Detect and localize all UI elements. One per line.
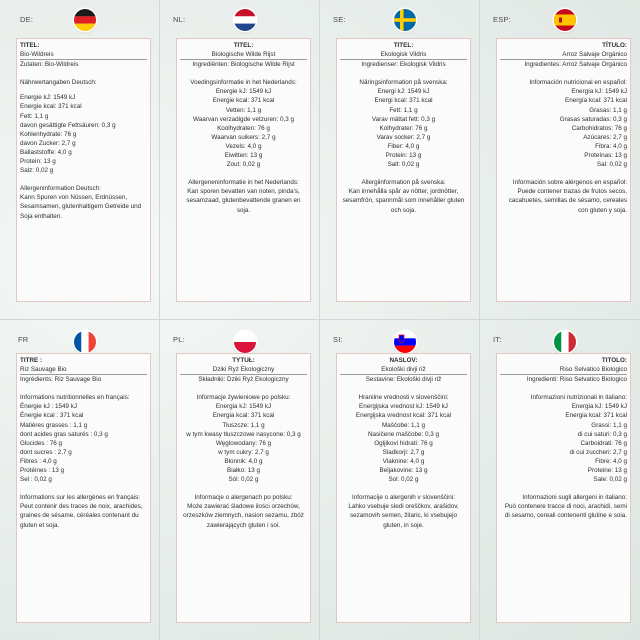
label-card — [336, 353, 471, 623]
label-card — [336, 38, 471, 302]
nutrition-line: davon Zucker: 2,7 g — [20, 139, 76, 147]
nutrition-line: Grassi: 1,1 g — [591, 421, 627, 429]
label-panel-it — [480, 320, 640, 640]
nutrition-line: Energia kJ: 1549 kJ — [571, 403, 627, 411]
ingredients: Ingredienti: Riso Selvatico Biologico — [526, 376, 627, 384]
nutrition-line: Vezels: 4,0 g — [225, 142, 262, 150]
nutrition-heading: Näringsinformation på svenska: — [359, 79, 448, 87]
language-code: DE: — [20, 15, 34, 24]
nutrition-heading: Nährwertangaben Deutsch: — [20, 79, 97, 87]
allergen-text: Kan innehålla spår av nötter, jordnötter, sesamfrön, spannmål som innehåller gluten och soja. — [342, 188, 465, 214]
nutrition-heading: Voedingsinformatie in het Nederlands: — [190, 79, 297, 87]
nutrition-line: Energie kcal: 371 kcal — [212, 97, 275, 105]
nutrition-heading: Información nutricional en español: — [529, 79, 627, 87]
allergen-text: Puede contener trazas de frutos secos, cacahuetes, semillas de sésamo, cereales con gluten y soja. — [508, 188, 627, 214]
nutrition-line: Energi kcal: 371 kcal — [374, 97, 433, 105]
nutrition-line: Ballaststoffe: 4,0 g — [20, 148, 72, 156]
allergen-heading: Allergeneninformatie in het Nederlands: — [188, 179, 299, 187]
nutrition-line: Fett: 1,1 g — [389, 106, 418, 114]
ingredients: Ingredientes: Arroz Salvaje Orgánico — [524, 61, 627, 69]
nutrition-line: Tłuszcze: 1,1 g — [222, 421, 265, 429]
allergen-text: Kann Spuren von Nüssen, Erdnüssen, Sesamsamen, glutenhaltigem Getreide und Soja enthalten. — [20, 194, 142, 220]
nutrition-line: Salz: 0,02 g — [20, 167, 54, 175]
nutrition-line: Fiber: 4,0 g — [387, 142, 420, 150]
allergen-text: Lahko vsebuje sledi oreščkov, arašidov, sezamovih semen, žitaric, ki vsebujejo gluten, in soje. — [348, 503, 459, 529]
nutrition-line: dont sucres : 2,7 g — [20, 448, 72, 456]
language-code: IT: — [493, 335, 502, 344]
label-panel-nl — [160, 0, 320, 320]
poland-flag-icon — [234, 331, 256, 353]
nutrition-line: Fett: 1,1 g — [20, 112, 49, 120]
panel-header — [160, 0, 320, 38]
product-title: Dziki Ryż Ekologiczny — [180, 365, 307, 375]
netherlands-flag-icon — [234, 9, 256, 31]
nutrition-line: Salt: 0,02 g — [387, 161, 420, 169]
allergen-heading: Informazioni sugli allergeni in italiano: — [522, 494, 627, 502]
nutrition-line: Matières grasses : 1,1 g — [20, 421, 88, 429]
nutrition-line: dont acides gras saturés : 0,3 g — [20, 430, 108, 438]
nutrition-line: Fibres : 4,0 g — [20, 457, 57, 465]
language-code: SE: — [333, 15, 346, 24]
ingredients: Sestavine: Ekološki divji riž — [365, 376, 442, 384]
label-card — [16, 353, 151, 623]
nutrition-line: Sól: 0,02 g — [228, 476, 259, 484]
label-panel-si — [320, 320, 480, 640]
nutrition-line: Varav mättat fett: 0,3 g — [371, 115, 436, 123]
nutrition-line: Grasas saturadas: 0,3 g — [559, 115, 627, 123]
allergen-text: Może zawierać śladowe ilości orzechów, orzeszków ziemnych, nasion sezamu, zbóż zawierających gluten i soi. — [183, 503, 304, 529]
nutrition-line: Koolhydraten: 76 g — [217, 124, 270, 132]
nutrition-line: Kolhydrater: 76 g — [379, 124, 428, 132]
nutrition-line: Glucides : 76 g — [20, 439, 63, 447]
nutrition-line: Energi kJ: 1549 kJ — [377, 88, 430, 96]
nutrition-line: Sel : 0,02 g — [20, 476, 52, 484]
title-label: TITEL: — [233, 42, 254, 49]
label-panel-se — [320, 0, 480, 320]
nutrition-line: Zout: 0,02 g — [226, 161, 261, 169]
italy-flag-icon — [554, 331, 576, 353]
ingredients: Ingrediënten: Biologische Wilde Rijst — [192, 61, 295, 69]
nutrition-line: Energie kcal: 371 kcal — [20, 103, 82, 111]
france-flag-icon — [74, 331, 96, 353]
nutrition-line: Energia kJ: 1549 kJ — [215, 403, 272, 411]
language-code: FR — [18, 335, 29, 344]
nutrition-line: Fibre: 4,0 g — [595, 457, 627, 465]
nutrition-line: Energia kcal: 371 kcal — [212, 412, 275, 420]
nutrition-line: Varav socker: 2,7 g — [376, 133, 431, 141]
ingredients: Ingredienser: Ekologisk Vildris — [361, 61, 446, 69]
nutrition-line: Beljakovine: 13 g — [379, 467, 428, 475]
spain-flag-icon — [554, 9, 576, 31]
nutrition-line: Fibra: 4,0 g — [595, 142, 627, 150]
nutrition-line: Energie kJ: 1549 kJ — [20, 94, 76, 102]
product-title: Riz Sauvage Bio — [20, 365, 147, 375]
nutrition-line: Protein: 13 g — [20, 158, 56, 166]
title-label: TITEL: — [393, 42, 414, 49]
nutrition-line: di cui saturi: 0,3 g — [577, 430, 627, 438]
allergen-heading: Allergeninformation Deutsch: — [20, 185, 101, 193]
ingredients: Ingrédients: Riz Sauvage Bio — [20, 376, 102, 384]
nutrition-line: Energijska vrednost kcal: 371 kcal — [355, 412, 452, 420]
nutrition-line: Sladkorji: 2,7 g — [382, 448, 425, 456]
nutrition-line: Vlaknine: 4,0 g — [382, 457, 425, 465]
language-code: PL: — [173, 335, 185, 344]
nutrition-heading: Informations nutritionnelles en français: — [20, 394, 130, 402]
title-label: NASLOV: — [389, 357, 418, 364]
nutrition-heading: Informacje żywieniowe po polsku: — [196, 394, 291, 402]
product-title: Riso Selvatico Biologico — [500, 365, 627, 375]
product-title: Biologische Wilde Rijst — [180, 50, 307, 60]
nutrition-line: Energia kcal: 371 kcal — [565, 412, 627, 420]
title-label: TITOLO: — [601, 357, 627, 364]
nutrition-line: Sol: 0,02 g — [388, 476, 419, 484]
nutrition-line: Energía kJ: 1549 kJ — [571, 88, 627, 96]
allergen-heading: Informacje o alergenach po polsku: — [194, 494, 293, 502]
nutrition-line: Białko: 13 g — [227, 467, 260, 475]
nutrition-line: Protein: 13 g — [385, 152, 422, 160]
label-panel-pl — [160, 320, 320, 640]
allergen-heading: Informations sur les allergènes en français: — [20, 494, 141, 502]
nutrition-line: Energía kcal: 371 kcal — [565, 97, 627, 105]
ingredients: Zutaten: Bio-Wildreis — [20, 61, 79, 69]
nutrition-line: Węglowodany: 76 g — [215, 439, 272, 447]
nutrition-line: Proteínas: 13 g — [584, 152, 627, 160]
product-title: Arroz Salvaje Orgánico — [500, 50, 627, 60]
nutrition-line: Azúcares: 2,7 g — [583, 133, 627, 141]
label-card — [176, 353, 311, 623]
nutrition-line: Waarvan suikers: 2,7 g — [211, 133, 276, 141]
nutrition-line: Kohlenhydrate: 76 g — [20, 130, 77, 138]
nutrition-line: w tym kwasy tłuszczowe nasycone: 0,3 g — [186, 430, 301, 438]
germany-flag-icon — [74, 9, 96, 31]
panel-header — [480, 0, 640, 38]
label-card — [496, 353, 631, 623]
nutrition-heading: Informazioni nutrizionali in italiano: — [530, 394, 627, 402]
title-label: TITEL: — [20, 42, 40, 49]
allergen-text: Kan sporen bevatten van noten, pinda's, sesamzaad, glutenbevattende granen en soja. — [186, 188, 301, 214]
ingredients: Składniki: Dziki Ryż Ekologiczny — [198, 376, 289, 384]
title-label: TYTUŁ: — [232, 357, 255, 364]
label-card — [496, 38, 631, 302]
nutrition-line: Grasas: 1,1 g — [589, 106, 627, 114]
nutrition-line: Énergie kJ : 1549 kJ — [20, 403, 78, 411]
label-panel-de — [0, 0, 160, 320]
label-panel-esp — [480, 0, 640, 320]
allergen-text: Peut contenir des traces de noix, arachides, graines de sésame, céréales contenant du gluten et soja. — [20, 503, 143, 529]
nutrition-line: Proteine: 13 g — [587, 467, 627, 475]
language-code: ESP: — [493, 15, 511, 24]
label-card — [176, 38, 311, 302]
nutrition-line: Sal: 0,02 g — [596, 161, 627, 169]
nutrition-line: di cui zuccheri: 2,7 g — [569, 448, 627, 456]
title-label: TÍTULO: — [602, 42, 627, 49]
nutrition-line: Energijska vrednost kJ: 1549 kJ — [359, 403, 448, 411]
nutrition-heading: Hranilne vrednosti v slovenščini: — [358, 394, 449, 402]
nutrition-line: Ogljikovi hidrati: 76 g — [374, 439, 433, 447]
nutrition-line: Błonnik: 4,0 g — [224, 457, 263, 465]
label-card — [16, 38, 151, 302]
product-title: Ekološki divji riž — [340, 365, 467, 375]
allergen-heading: Allergiinformation på svenska: — [361, 179, 446, 187]
nutrition-line: Nasičene maščobe: 0,3 g — [367, 430, 440, 438]
nutrition-line: Protéines : 13 g — [20, 467, 65, 475]
language-code: SI: — [333, 335, 343, 344]
allergen-heading: Información sobre alérgenos en español: — [512, 179, 627, 187]
allergen-text: Può contenere tracce di noci, arachidi, semi di sesamo, cereali contenenti glutine e soia. — [504, 503, 627, 520]
allergen-heading: Informacije o alergenih v slovenščini: — [352, 494, 455, 502]
nutrition-line: Vetten: 1,1 g — [225, 106, 262, 114]
nutrition-line: Energie kJ: 1549 kJ — [215, 88, 272, 96]
nutrition-line: davon gesättigte Fettsäuren: 0,3 g — [20, 121, 116, 129]
nutrition-line: Carbohidratos: 76 g — [571, 124, 627, 132]
label-panel-fr — [0, 320, 160, 640]
nutrition-line: Eiwitten: 13 g — [224, 152, 263, 160]
nutrition-line: Waarvan verzadigde vetzuren: 0,3 g — [193, 115, 294, 123]
nutrition-line: Maščobe: 1,1 g — [381, 421, 426, 429]
nutrition-line: Sale: 0,02 g — [593, 476, 627, 484]
product-title: Bio-Wildreis — [20, 50, 147, 60]
nutrition-line: Énergie kcal : 371 kcal — [20, 412, 84, 420]
nutrition-line: w tym cukry: 2,7 g — [218, 448, 269, 456]
title-label: TITRE : — [20, 357, 43, 364]
product-title: Ekologisk Vildris — [340, 50, 467, 60]
slovenia-flag-icon — [394, 331, 416, 353]
language-code: NL: — [173, 15, 186, 24]
panel-header — [320, 0, 480, 38]
sweden-flag-icon — [394, 9, 416, 31]
nutrition-line: Carboidrati: 76 g — [580, 439, 627, 447]
panel-header — [0, 0, 160, 38]
